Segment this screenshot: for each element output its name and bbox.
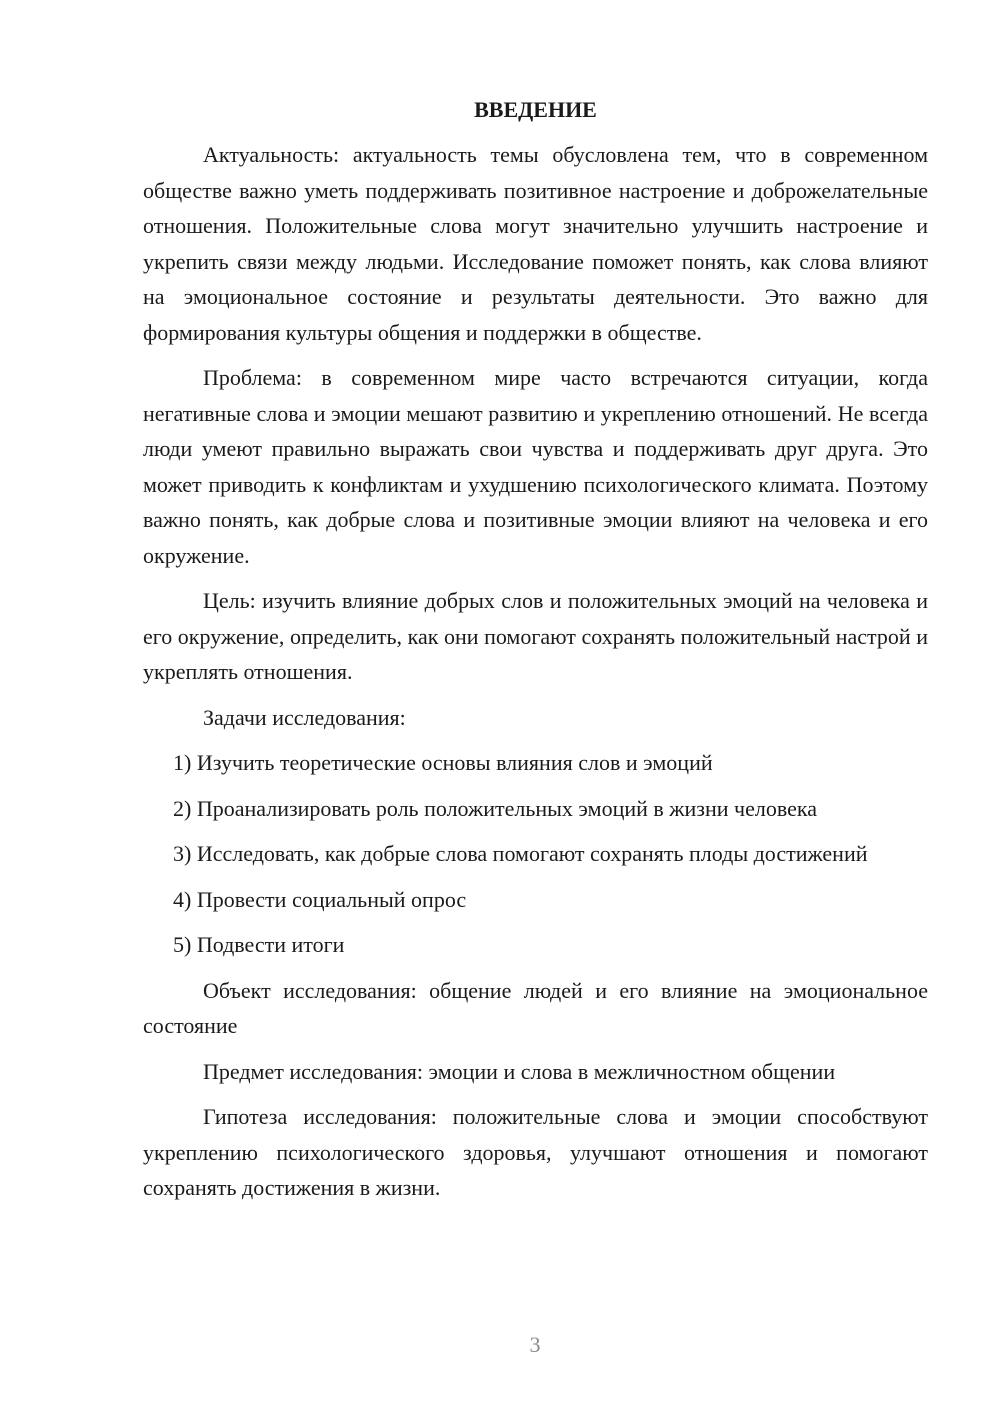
subject-paragraph: Предмет исследования: эмоции и слова в межличностном общении: [203, 1058, 836, 1084]
problem-paragraph: Проблема: в современном мире часто встречаются ситуации, когда негативные слова и эмоции мешают развитию и укреплению отношений. Не всегда люди умеют правильно выражать свои чувства и поддерживать друг друга. Это может приводить к конфликтам и ухудшению психологического климата. Поэтому важно понять, как добрые слова и позитивные эмоции влияют на человека и его окружение.: [143, 365, 928, 568]
task-item-3: 3) Исследовать, как добрые слова помогают сохранять плоды достижений: [173, 841, 868, 866]
task-item-4: 4) Провести социальный опрос: [173, 886, 467, 912]
page-number: 3: [529, 1332, 541, 1357]
relevance-paragraph: Актуальность: актуальность темы обусловлена тем, что в современном обществе важно уметь поддерживать позитивное настроение и доброжелательные отношения. Положительные слова могут значительно улучшить настроение и укрепить связи между людьми. Исследование поможет понять, как слова влияют на эмоциональное состояние и результаты деятельности. Это важно для формирования культуры общения и поддержки в обществе.: [143, 142, 928, 345]
task-item-2: 2) Проанализировать роль положительных эмоций в жизни человека: [173, 795, 817, 821]
document-body: [143, 92, 928, 1216]
hypothesis-paragraph: Гипотеза исследования: положительные слова и эмоции способствуют укреплению психологического здоровья, улучшают отношения и помогают сохранять достижения в жизни.: [143, 1104, 928, 1200]
tasks-heading: Задачи исследования:: [203, 704, 406, 730]
task-item-5: 5) Подвести итоги: [173, 932, 345, 957]
section-title: ВВЕДЕНИЕ: [474, 97, 597, 122]
goal-paragraph: Цель: изучить влияние добрых слов и положительных эмоций на человека и его окружение, определить, как они помогают сохранять положительный настрой и укреплять отношения.: [143, 588, 928, 684]
task-item-1: 1) Изучить теоретические основы влияния слов и эмоций: [173, 750, 713, 775]
object-paragraph: Объект исследования: общение людей и его влияние на эмоциональное состояние: [143, 977, 928, 1038]
